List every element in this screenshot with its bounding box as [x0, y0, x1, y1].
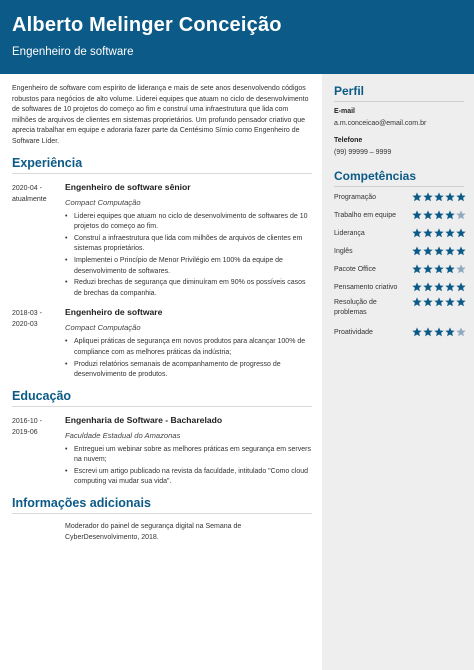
- experience-entry: [12, 307, 312, 380]
- skill-rating: [412, 210, 466, 220]
- star-filled-icon: [456, 282, 466, 292]
- star-filled-icon: [434, 192, 444, 202]
- entry-company: Compact Computação: [65, 323, 141, 333]
- entry-dates: 2020-04 - atualmente: [12, 184, 47, 203]
- profile-summary: Engenheiro de software com espírito de liderança e mais de sete anos desenvolvendo códigos robustos para negócios de alto volume. Liderei equipes que atuam no ciclo de desenvolvimento de softwares de 10 projetos do começo ao fim e construí uma infraestrutura que lida com milhões de arquivos de clientes em sistemas proprietários. Um profundo pensador criativo que aprecia trabalhar em equipe e adoraria fazer parte da Centésimo Símio como Engenheiro de Software Líder.: [12, 85, 309, 145]
- star-empty-icon: [456, 210, 466, 220]
- skill-name: Inglês: [334, 248, 353, 255]
- skill-item: [334, 298, 466, 318]
- bullet-item: • Produzi relatórios semanais de acompanhamento de progresso de desenvolvimento de produtos.: [65, 360, 312, 381]
- star-filled-icon: [434, 297, 444, 307]
- skill-rating: [412, 264, 466, 274]
- entry-bullets: [65, 445, 312, 488]
- candidate-role: Engenheiro de software: [12, 46, 134, 58]
- entry-school: Faculdade Estadual do Amazonas: [65, 430, 181, 440]
- star-filled-icon: [456, 228, 466, 238]
- main-column: [12, 84, 312, 544]
- additional-info-text: Moderador do painel de segurança digital na Semana de CyberDesenvolvimento, 2018.: [65, 523, 242, 541]
- star-filled-icon: [412, 192, 422, 202]
- email-value: a.m.conceicao@email.com.br: [334, 120, 427, 127]
- skill-rating: [412, 327, 466, 337]
- skill-item: [334, 328, 466, 338]
- skills-heading: Competências: [334, 169, 417, 183]
- entry-title: Engenharia de Software - Bacharelado: [65, 414, 223, 425]
- star-filled-icon: [412, 264, 422, 274]
- star-filled-icon: [434, 327, 444, 337]
- experience-heading: Experiência: [12, 156, 312, 174]
- star-filled-icon: [434, 264, 444, 274]
- entry-bullets: [65, 212, 312, 300]
- skill-item: [334, 265, 466, 275]
- star-filled-icon: [434, 228, 444, 238]
- email-label: E-mail: [334, 108, 356, 115]
- education-heading: Educação: [12, 389, 312, 407]
- education-entry: [12, 415, 312, 488]
- bullet-item: • Construí a infraestrutura que lida com milhões de arquivos de clientes em sistemas proprietários.: [65, 234, 312, 255]
- entry-title: Engenheiro de software sênior: [65, 181, 191, 192]
- star-filled-icon: [456, 192, 466, 202]
- skill-item: [334, 229, 466, 239]
- star-filled-icon: [412, 228, 422, 238]
- skill-item: [334, 193, 466, 203]
- skill-item: [334, 283, 466, 293]
- star-filled-icon: [412, 210, 422, 220]
- skill-name: Pacote Office: [334, 266, 376, 273]
- entry-company: Compact Computação: [65, 197, 141, 207]
- star-filled-icon: [412, 327, 422, 337]
- bullet-item: • Entreguei um webinar sobre as melhores práticas em segurança em servers na nuvem;: [65, 445, 312, 466]
- skill-name: Liderança: [334, 230, 365, 237]
- phone-label: Telefone: [334, 137, 363, 144]
- star-empty-icon: [456, 264, 466, 274]
- star-filled-icon: [445, 210, 455, 220]
- star-filled-icon: [423, 327, 433, 337]
- resume-header: [0, 0, 474, 74]
- star-filled-icon: [445, 246, 455, 256]
- star-filled-icon: [445, 297, 455, 307]
- bullet-item: • Escrevi um artigo publicado na revista da faculdade, intitulado "Como cloud computing vai mudar sua vida".: [65, 467, 312, 488]
- candidate-name: Alberto Melinger Conceição: [12, 14, 282, 36]
- entry-title: Engenheiro de software: [65, 307, 163, 318]
- skill-rating: [412, 192, 466, 202]
- skill-name: Programação: [334, 194, 377, 201]
- star-filled-icon: [423, 228, 433, 238]
- bullet-item: • Reduzi brechas de segurança que diminuíram em 90% os possíveis casos de brechas da companhia.: [65, 278, 312, 299]
- entry-bullets: [65, 337, 312, 380]
- skill-rating: [412, 228, 466, 238]
- additional-info-heading: Informações adicionais: [12, 496, 312, 514]
- skill-name: Trabalho em equipe: [334, 212, 397, 219]
- star-filled-icon: [445, 282, 455, 292]
- star-filled-icon: [445, 192, 455, 202]
- star-filled-icon: [412, 246, 422, 256]
- star-filled-icon: [434, 210, 444, 220]
- profile-heading: Perfil: [334, 84, 365, 98]
- bullet-item: • Implementei o Princípio de Menor Privilégio em 100% da equipe de desenvolvimento de softwares.: [65, 256, 312, 277]
- skill-name: Proatividade: [334, 329, 373, 336]
- experience-entry: [12, 182, 312, 300]
- star-filled-icon: [423, 192, 433, 202]
- skill-rating: [412, 297, 466, 307]
- star-filled-icon: [423, 264, 433, 274]
- star-filled-icon: [423, 210, 433, 220]
- divider: [334, 101, 464, 102]
- star-filled-icon: [456, 297, 466, 307]
- phone-value: (99) 99999 – 9999: [334, 149, 392, 156]
- star-filled-icon: [456, 246, 466, 256]
- entry-dates: 2018-03 - 2020-03: [12, 310, 42, 329]
- star-filled-icon: [434, 282, 444, 292]
- sidebar: [322, 74, 474, 670]
- skill-name: Resolução de problemas: [334, 299, 377, 316]
- bullet-item: • Liderei equipes que atuam no ciclo de desenvolvimento de softwares de 10 projetos do começo ao fim.: [65, 212, 312, 233]
- divider: [334, 186, 464, 187]
- star-filled-icon: [423, 282, 433, 292]
- entry-dates: 2016-10 - 2019-06: [12, 417, 42, 436]
- star-filled-icon: [412, 282, 422, 292]
- star-filled-icon: [412, 297, 422, 307]
- star-filled-icon: [423, 246, 433, 256]
- bullet-item: • Apliquei práticas de segurança em novos produtos para alcançar 100% de compliance com as melhores práticas da indústria;: [65, 337, 312, 358]
- skill-item: [334, 211, 466, 221]
- star-empty-icon: [456, 327, 466, 337]
- star-filled-icon: [434, 246, 444, 256]
- star-filled-icon: [445, 228, 455, 238]
- skill-rating: [412, 246, 466, 256]
- star-filled-icon: [445, 264, 455, 274]
- star-filled-icon: [445, 327, 455, 337]
- skill-rating: [412, 282, 466, 292]
- star-filled-icon: [423, 297, 433, 307]
- skill-item: [334, 247, 466, 257]
- skill-name: Pensamento criativo: [334, 284, 398, 291]
